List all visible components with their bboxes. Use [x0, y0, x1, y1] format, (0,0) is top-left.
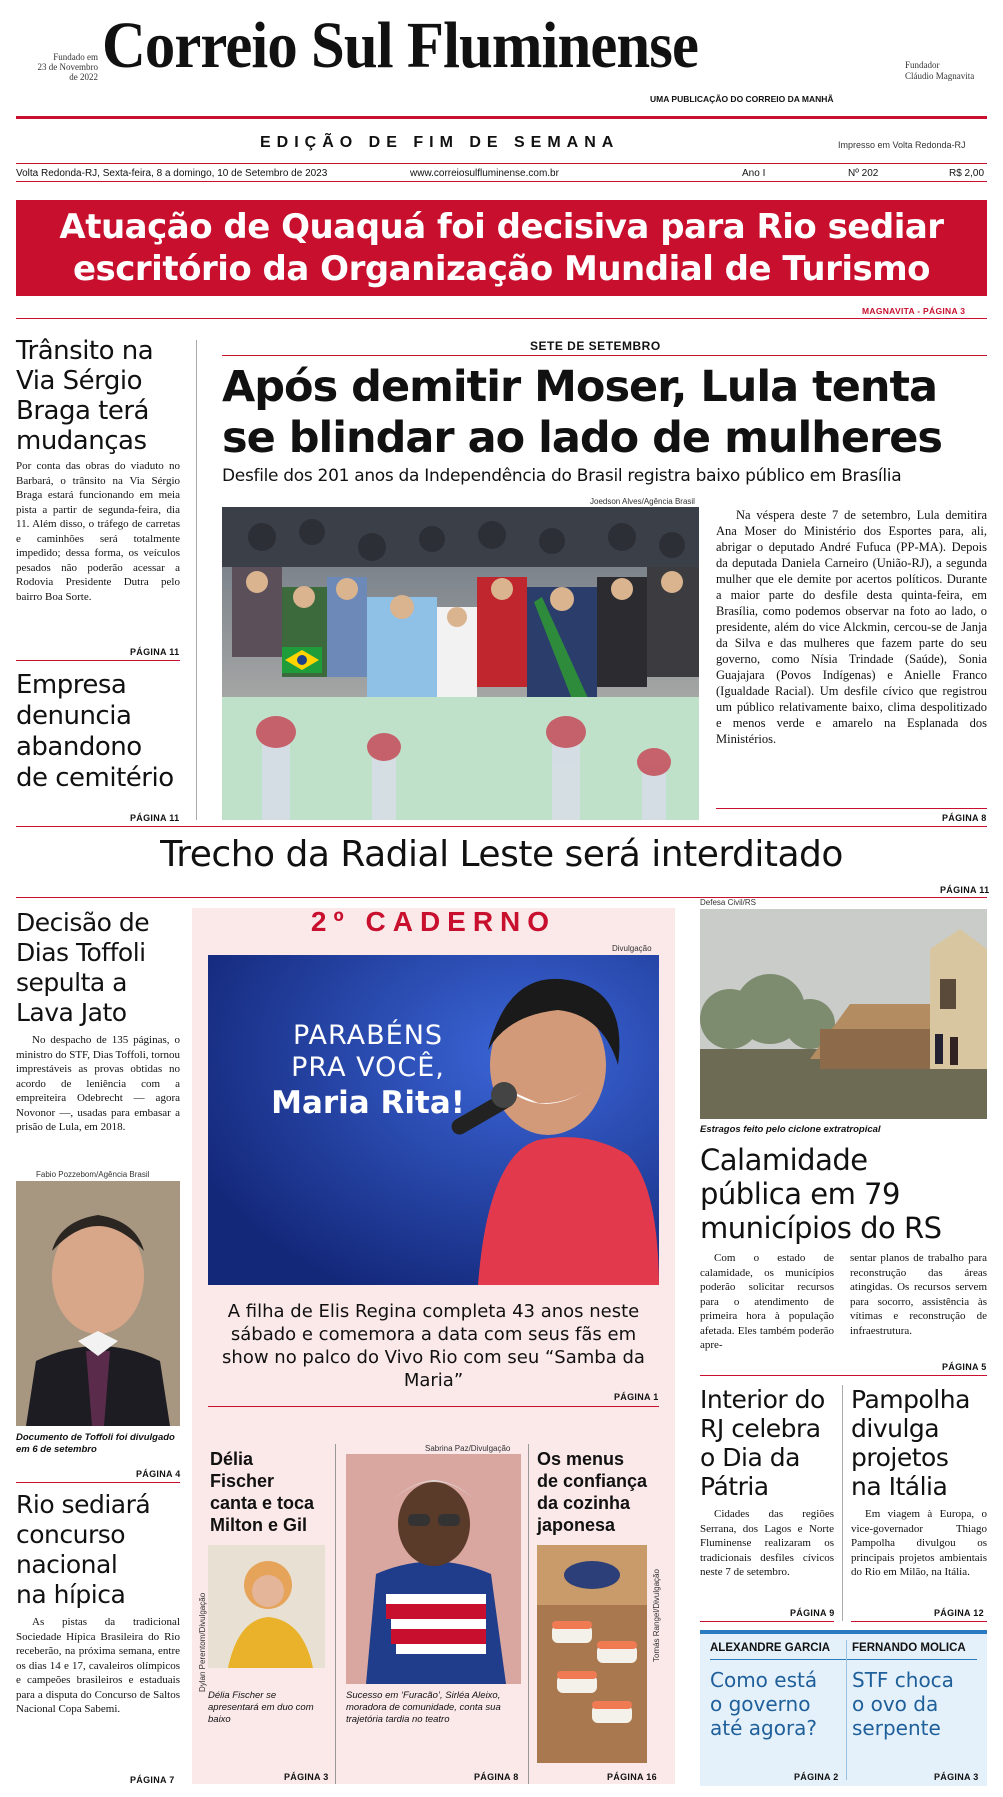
main-photo-credit: Joedson Alves/Agência Brasil — [590, 497, 695, 506]
sirlea-page-ref: PÁGINA 8 — [474, 1772, 519, 1782]
columnist-garcia-name[interactable]: ALEXANDRE GARCIA — [710, 1642, 831, 1654]
main-kicker: SETE DE SETEMBRO — [530, 339, 661, 353]
main-photo[interactable] — [222, 507, 699, 820]
rule-transito — [16, 660, 180, 661]
website[interactable]: www.correiosulfluminense.com.br — [410, 168, 559, 179]
menus-page-ref: PÁGINA 16 — [607, 1772, 657, 1782]
edition-number: Nº 202 — [848, 168, 879, 179]
storm-damage-illustration — [700, 909, 987, 1119]
columnist-molica-page-ref: PÁGINA 3 — [934, 1772, 979, 1782]
pampolha-body: Em viagem à Europa, o vice-governador Thiago Pampolha divulgou os principais projetos ambientais do Rio em Milão, na Itália. — [851, 1508, 987, 1578]
delia-caption: Délia Fischer se apresentará em duo com baixo — [208, 1690, 314, 1725]
column-divider — [196, 340, 197, 820]
columnist-molica-title[interactable]: STF choca o ovo da serpente — [852, 1668, 954, 1740]
menus-photo[interactable] — [537, 1545, 647, 1763]
columnist-box-divider — [846, 1640, 847, 1780]
pampolha-title[interactable]: Pampolha divulga projetos na Itália — [851, 1385, 970, 1501]
rule-toffoli — [16, 1482, 180, 1483]
calamidade-body-left: Com o estado de calamidade, os municípios poderão solicitar recursos para o atendimento de primeira hora à população afetada. Eles também poderão apre- — [700, 1252, 834, 1351]
main-subtitle: Desfile dos 201 anos da Independência do Brasil registra baixo público em Brasília — [222, 466, 902, 486]
caderno-page-ref: PÁGINA 1 — [614, 1392, 659, 1402]
page-ref-transito: PÁGINA 11 — [130, 647, 180, 657]
caderno-credit: Divulgação — [612, 944, 652, 953]
calamidade-body-right: sentar planos de trabalho para reconstrução das áreas atingidas. Os recursos servem para socorro, assistência às vítimas e reconstrução de infraestrutura. — [850, 1252, 987, 1337]
story-body-hipica: As pistas da tradicional Sociedade Hípica Brasileira do Rio receberão, na próxima semana, entre os dias 14 e 17, cavaleiros olímpicos e campeões brasileiros e estaduais para a disputa do Concurso de Saltos Nacional Copa Sabemi. — [16, 1616, 180, 1715]
delia-credit: Dylan Perentom/Divulgação — [198, 1592, 207, 1692]
interior-page-ref: PÁGINA 9 — [790, 1608, 835, 1618]
interior-title[interactable]: Interior do RJ celebra o Dia da Pátria — [700, 1385, 825, 1501]
caderno-header[interactable]: 2º CADERNO — [310, 906, 557, 937]
ciclone-photo-credit: Defesa Civil/RS — [700, 898, 757, 907]
sirlea-caption: Sucesso em ‘Furacão’, Sirléa Aleixo, moradora de comunidade, conta sua trajetória tardia no teatro — [346, 1690, 501, 1725]
story-body-transito: Por conta das obras do viaduto no Barbará, o trânsito na Via Sérgio Braga estará funcionando em meia pista a partir de segunda-feira, dia 11. Além disso, o tráfego de carretas e caminhões será totalmente impedido; dessa forma, os veículos pesados não poderão acessar a Rodovia Presidente Dutra pelo bairro Boa Sorte. — [16, 460, 180, 603]
columnist-name-rule — [710, 1659, 977, 1660]
banner-headline: Atuação de Quaquá foi decisiva para Rio sediar escritório da Organização Mundial de Turismo — [59, 207, 944, 289]
publication-line: UMA PUBLICAÇÃO DO CORREIO DA MANHÃ — [650, 94, 834, 104]
toffoli-caption: Documento de Toffoli foi divulgado em 6 de setembro — [16, 1432, 175, 1455]
calamidade-page-ref: PÁGINA 5 — [942, 1362, 987, 1372]
story-body-toffoli: No despacho de 135 páginas, o ministro do STF, Dias Toffoli, tornou imprestáveis as provas obtidas no acordo de leniência com a empreiteira Odebrecht — agora Novonor —, usadas para embasar a prisão de Lula, em 2018. — [16, 1034, 180, 1133]
menus-title[interactable]: Os menus de confiança da cozinha japonesa — [537, 1449, 648, 1535]
story-title-toffoli[interactable]: Decisão de Dias Toffoli sepulta a Lava Jato — [16, 908, 150, 1027]
delia-photo[interactable] — [208, 1545, 325, 1668]
radial-rule — [16, 897, 987, 898]
dateline-bottom-rule — [16, 181, 987, 182]
caderno-rule — [208, 1406, 659, 1407]
edition-year: Ano I — [742, 168, 766, 179]
sushi-illustration — [537, 1545, 647, 1763]
sirlea-credit: Sabrina Paz/Divulgação — [425, 1444, 511, 1453]
maria-rita-promo[interactable] — [208, 955, 659, 1285]
printed-location: Impresso em Volta Redonda-RJ — [838, 140, 966, 150]
caderno-lead-text: A filha de Elis Regina completa 43 anos neste sábado e comemora a data com seus fãs em show no palco do Vivo Rio com seu “Samba da Maria” — [222, 1301, 645, 1391]
delia-page-ref: PÁGINA 3 — [284, 1772, 329, 1782]
ciclone-caption: Estragos feito pelo ciclone extratropical — [700, 1124, 881, 1135]
toffoli-photo-credit: Fabio Pozzebom/Agência Brasil — [36, 1170, 150, 1179]
masthead-rule — [16, 116, 987, 119]
masthead-title: Correio Sul Fluminense — [102, 9, 698, 82]
page-ref-cemiterio: PÁGINA 11 — [130, 813, 180, 823]
banner-rule — [16, 318, 987, 319]
columnist-garcia-title[interactable]: Como está o governo até agora? — [710, 1668, 818, 1740]
sirlea-illustration — [346, 1454, 521, 1684]
founder-info: Fundador Cláudio Magnavita — [905, 60, 975, 81]
ciclone-photo[interactable] — [700, 909, 987, 1119]
radial-headline[interactable]: Trecho da Radial Leste será interditado — [160, 834, 843, 875]
main-story-body: Na véspera deste 7 de setembro, Lula demitira Ana Moser do Ministério dos Esportes para, ali, abrigar o deputado André Fufuca (PP-MA). Depois da deputada Daniela Carneiro (União-RJ), a segunda mulher que ele demite por acertos políticos. Durante a maior parte do desfile desta quinta-feira, em Brasília, como podemos observar na foto ao lado, o presidente, além do vice Alckmin, cercou-se de Janja da Silva e das mulheres que fazem parte do seu governo, como Nísia Trindade (Saúde), Sonia Guajajara (Povos Indígenas) e Anielle Franco (Igualdade Racial). Um desfile cívico que registrou um público relativamente baixo, clima despolitizado e menos verde e amarelo na Esplanada dos Ministérios. — [716, 508, 987, 746]
pampolha-rule — [851, 1621, 987, 1622]
price: R$ 2,00 — [949, 168, 985, 179]
kicker-rule — [222, 355, 987, 356]
founded-info: Fundado em 23 de Novembro de 2022 — [37, 52, 98, 82]
delia-illustration — [208, 1545, 325, 1668]
sirlea-photo[interactable] — [346, 1454, 521, 1684]
story-title-hipica[interactable]: Rio sediará concurso nacional na hípica — [16, 1490, 151, 1609]
calamidade-title[interactable]: Calamidade pública em 79 municípios do RS — [700, 1143, 942, 1245]
menus-credit: Tomás Rangel/Divulgação — [652, 1569, 661, 1662]
pampolha-page-ref: PÁGINA 12 — [934, 1608, 984, 1618]
dateline: Volta Redonda-RJ, Sexta-feira, 8 a domingo, 10 de Setembro de 2023 — [16, 168, 328, 179]
calamidade-rule — [700, 1375, 987, 1376]
main-rule — [716, 808, 987, 809]
promo-text: PARABÉNS PRA VOCÊ, Maria Rita! — [271, 1020, 465, 1121]
columnist-molica-name[interactable]: FERNANDO MOLICA — [852, 1642, 966, 1654]
interior-rule — [700, 1621, 834, 1622]
toffoli-portrait — [16, 1181, 180, 1426]
toffoli-photo[interactable] — [16, 1181, 180, 1426]
banner-page-ref: MAGNAVITA - PÁGINA 3 — [862, 306, 966, 316]
caderno-divider-2 — [528, 1444, 529, 1784]
story-title-cemiterio[interactable]: Empresa denuncia abandono de cemitério — [16, 670, 174, 793]
interior-body: Cidades das regiões Serrana, dos Lagos e Norte Fluminense realizaram os tradicionais desfiles cívicos neste 7 de setembro. — [700, 1508, 834, 1578]
right-col-divider — [842, 1385, 843, 1621]
page-ref-hipica: PÁGINA 7 — [130, 1775, 175, 1785]
radial-page-ref: PÁGINA 11 — [940, 885, 990, 895]
edition-label: EDIÇÃO DE FIM DE SEMANA — [260, 134, 620, 151]
page-ref-toffoli: PÁGINA 4 — [136, 1469, 181, 1479]
top-banner[interactable] — [16, 200, 987, 296]
delia-title[interactable]: Délia Fischer canta e toca Milton e Gil — [210, 1449, 315, 1535]
parade-photo-illustration — [222, 507, 699, 820]
story-title-transito[interactable]: Trânsito na Via Sérgio Braga terá mudanças — [16, 336, 154, 456]
main-headline[interactable]: Após demitir Moser, Lula tenta se blindar ao lado de mulheres — [222, 362, 942, 463]
rule-cemiterio — [16, 826, 987, 827]
columnist-garcia-page-ref: PÁGINA 2 — [794, 1772, 839, 1782]
main-page-ref: PÁGINA 8 — [942, 813, 987, 823]
dateline-top-rule — [16, 163, 987, 164]
caderno-divider-1 — [335, 1444, 336, 1784]
